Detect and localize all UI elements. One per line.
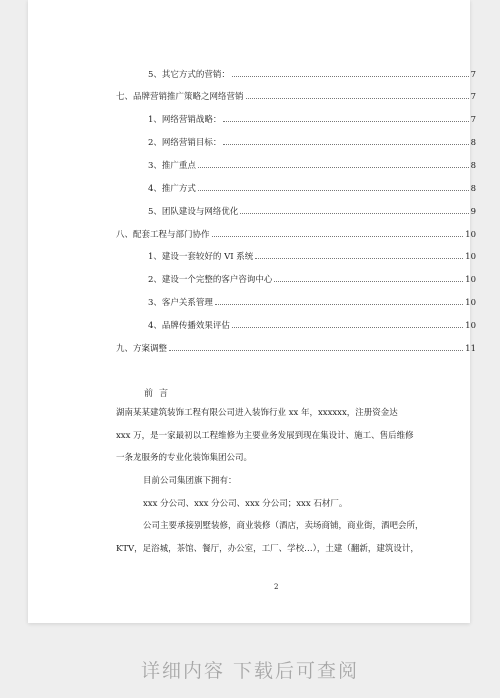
toc-entry-label: 3、客户关系管理 — [148, 298, 213, 308]
toc-entry-label: 5、其它方式的营销： — [148, 70, 230, 80]
preface-line: xxx 分公司、xxx 分公司、xxx 分公司；xxx 石材厂。 — [143, 499, 348, 509]
toc-entry-label: 1、建设一套较好的 VI 系统 — [148, 252, 254, 262]
toc-entry-label: 3、推广重点 — [148, 161, 196, 171]
toc-entry-page: 10 — [465, 230, 476, 240]
toc-entry-page: 10 — [465, 298, 476, 308]
toc-leader-dots — [198, 189, 469, 191]
toc-entry-label: 4、推广方式 — [148, 184, 196, 194]
toc-entry-page: 9 — [470, 207, 476, 217]
toc-entry-page: 10 — [465, 275, 476, 285]
toc-entry[interactable] — [116, 88, 476, 102]
toc-entry-page: 10 — [465, 321, 476, 331]
toc-leader-dots — [212, 235, 464, 237]
document-page — [28, 0, 476, 623]
toc-leader-dots — [246, 97, 469, 99]
toc-leader-dots — [274, 280, 463, 282]
toc-entry[interactable] — [148, 317, 476, 331]
download-hint-text: 详细内容 下载后可查阅 — [140, 660, 360, 682]
toc-entry[interactable] — [148, 248, 476, 262]
toc-entry-page: 7 — [470, 115, 476, 125]
toc-entry-label: 5、团队建设与网络优化 — [148, 207, 239, 217]
toc-entry[interactable] — [148, 180, 476, 194]
toc-leader-dots — [232, 75, 469, 77]
toc-entry[interactable] — [148, 111, 476, 125]
toc-entry-label: 2、网络营销目标： — [148, 138, 222, 148]
toc-leader-dots — [255, 257, 463, 259]
toc-entry[interactable] — [148, 294, 476, 308]
toc-leader-dots — [223, 143, 468, 145]
preface-line: 湖南某某建筑装饰工程有限公司进入装饰行业 xx 年，xxxxxx，注册资金达 — [116, 408, 398, 418]
preface-line: xxx 万，是一家最初以工程维修为主要业务发展到现在集设计、施工、售后维修 — [116, 431, 414, 441]
toc-entry-label: 4、品牌传播效果评估 — [148, 321, 230, 331]
toc-entry-label: 九、方案调整 — [116, 344, 168, 354]
toc-entry[interactable] — [148, 203, 476, 217]
toc-entry[interactable] — [116, 226, 476, 240]
toc-entry-page: 7 — [470, 70, 476, 80]
toc-entry-page: 10 — [465, 252, 476, 262]
toc-entry[interactable] — [116, 340, 476, 354]
toc-entry-page: 11 — [465, 344, 476, 354]
toc-leader-dots — [232, 326, 463, 328]
preface-line: KTV，足浴城，茶馆、餐厅，办公室，工厂、学校…），土建（翻新，建筑设计， — [116, 544, 419, 554]
toc-leader-dots — [223, 120, 468, 122]
toc-entry-label: 1、网络营销战略： — [148, 115, 222, 125]
toc-entry[interactable] — [148, 134, 476, 148]
toc-leader-dots — [240, 212, 468, 214]
toc-entry-page: 8 — [470, 184, 476, 194]
toc-entry-page: 8 — [470, 138, 476, 148]
toc-entry-page: 8 — [470, 161, 476, 171]
preface-line: 公司主要承接别墅装修，商业装修（酒店，卖场商铺，商业街，酒吧会所， — [143, 521, 424, 531]
preface-line: 目前公司集团旗下拥有： — [143, 476, 237, 486]
toc-entry[interactable] — [148, 157, 476, 171]
preface-line: 一条龙服务的专业化装饰集团公司。 — [116, 453, 253, 463]
toc-leader-dots — [198, 166, 469, 168]
toc-entry[interactable] — [148, 66, 476, 80]
toc-leader-dots — [169, 349, 463, 351]
toc-leader-dots — [215, 303, 463, 305]
toc-entry-label: 七、品牌营销推广策略之网络营销 — [116, 92, 244, 102]
toc-entry-label: 八、配套工程与部门协作 — [116, 230, 210, 240]
page-number: 2 — [274, 583, 279, 591]
toc-entry[interactable] — [148, 271, 476, 285]
preface-title: 前言 — [144, 389, 175, 399]
toc-entry-label: 2、建设一个完整的客户咨询中心 — [148, 275, 273, 285]
toc-entry-page: 7 — [470, 92, 476, 102]
